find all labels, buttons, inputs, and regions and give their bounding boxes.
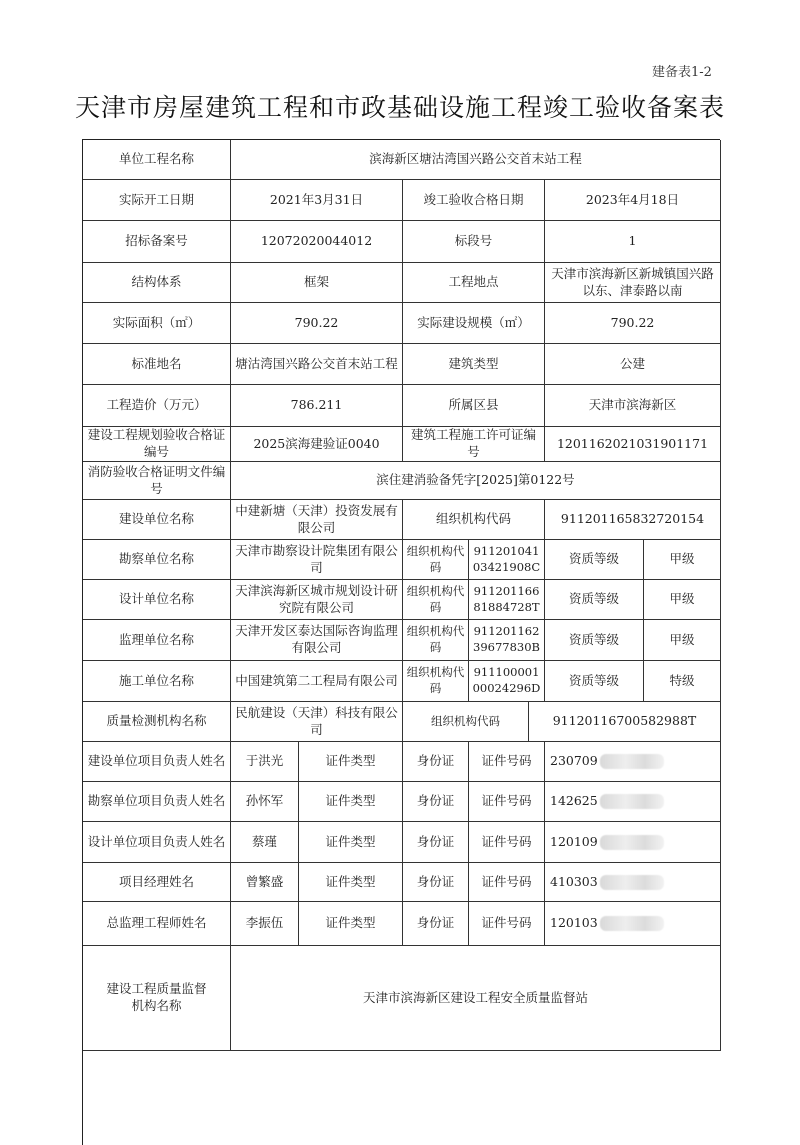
person-name: 于洪光 [231, 742, 299, 782]
person-label: 总监理工程师姓名 [83, 902, 231, 946]
district-value: 天津市滨海新区 [545, 385, 721, 427]
section-number-value: 1 [545, 221, 721, 263]
builder-value: 中建新塘（天津）投资发展有限公司 [231, 500, 403, 540]
person-label: 勘察单位项目负责人姓名 [83, 782, 231, 822]
project-name-label: 单位工程名称 [83, 140, 231, 180]
section-number-label: 标段号 [403, 221, 545, 263]
id-type-label: 证件类型 [299, 782, 403, 822]
id-number-label: 证件号码 [469, 902, 545, 946]
id-number-label: 证件号码 [469, 782, 545, 822]
unit-label: 勘察单位名称 [83, 540, 231, 580]
person-label: 建设单位项目负责人姓名 [83, 742, 231, 782]
unit-qual-value: 特级 [644, 661, 721, 702]
unit-org-value: 91110000100024296D [469, 661, 545, 702]
document-title: 天津市房屋建筑工程和市政基础设施工程竣工验收备案表 [74, 93, 725, 122]
planning-cert-label: 建设工程规划验收合格证编号 [83, 427, 231, 462]
district-label: 所属区县 [403, 385, 545, 427]
redaction-mask [600, 754, 664, 769]
builder-label: 建设单位名称 [83, 500, 231, 540]
unit-value: 天津滨海新区城市规划设计研究院有限公司 [231, 580, 403, 620]
location-value: 天津市滨海新区新城镇国兴路以东、津泰路以南 [545, 263, 721, 303]
supervision-label: 建设工程质量监督机构名称 [83, 946, 231, 1051]
place-name-value: 塘沽湾国兴路公交首末站工程 [231, 344, 403, 385]
start-date-value: 2021年3月31日 [231, 180, 403, 221]
id-type-label: 证件类型 [299, 902, 403, 946]
person-label: 项目经理姓名 [83, 863, 231, 902]
unit-org-label: 组织机构代码 [403, 620, 469, 661]
person-name: 孙怀军 [231, 782, 299, 822]
builder-org-label: 组织机构代码 [403, 500, 545, 540]
id-number-label: 证件号码 [469, 822, 545, 863]
id-number-prefix: 120103 [550, 915, 598, 931]
unit-label: 监理单位名称 [83, 620, 231, 661]
unit-label: 施工单位名称 [83, 661, 231, 702]
quality-label: 质量检测机构名称 [83, 702, 231, 742]
bid-number-value: 12072020044012 [231, 221, 403, 263]
redaction-mask [600, 794, 664, 809]
place-name-label: 标准地名 [83, 344, 231, 385]
id-number-value [545, 902, 721, 946]
person-name: 蔡瑾 [231, 822, 299, 863]
unit-org-value: 91120104103421908C [469, 540, 545, 580]
permit-label: 建筑工程施工许可证编号 [403, 427, 545, 462]
quality-org-value: 91120116700582988T [529, 702, 721, 742]
project-name-value: 滨海新区塘沽湾国兴路公交首末站工程 [231, 140, 721, 180]
unit-org-value: 91120116681884728T [469, 580, 545, 620]
unit-org-label: 组织机构代码 [403, 580, 469, 620]
fire-cert-value: 滨住建消验备凭字[2025]第0122号 [231, 462, 721, 500]
unit-qual-value: 甲级 [644, 540, 721, 580]
id-type-value: 身份证 [403, 822, 469, 863]
id-number-prefix: 142625 [550, 793, 598, 809]
person-name: 李振伍 [231, 902, 299, 946]
unit-org-label: 组织机构代码 [403, 661, 469, 702]
supervision-value: 天津市滨海新区建设工程安全质量监督站 [231, 946, 721, 1051]
permit-value: 1201162021031901171 [545, 427, 721, 462]
acceptance-date-value: 2023年4月18日 [545, 180, 721, 221]
id-number-prefix: 230709 [550, 753, 598, 769]
id-number-value [545, 742, 721, 782]
fire-cert-label: 消防验收合格证明文件编号 [83, 462, 231, 500]
unit-value: 天津市勘察设计院集团有限公司 [231, 540, 403, 580]
unit-qual-label: 资质等级 [545, 540, 644, 580]
unit-qual-label: 资质等级 [545, 620, 644, 661]
id-type-value: 身份证 [403, 742, 469, 782]
id-type-label: 证件类型 [299, 742, 403, 782]
unit-value: 天津开发区泰达国际咨询监理有限公司 [231, 620, 403, 661]
area-value: 790.22 [231, 303, 403, 344]
redaction-mask [600, 835, 664, 850]
person-name: 曾繁盛 [231, 863, 299, 902]
planning-cert-value: 2025滨海建验证0040 [231, 427, 403, 462]
id-number-value [545, 782, 721, 822]
unit-org-label: 组织机构代码 [403, 540, 469, 580]
structure-value: 框架 [231, 263, 403, 303]
location-label: 工程地点 [403, 263, 545, 303]
building-type-value: 公建 [545, 344, 721, 385]
id-number-prefix: 410303 [550, 873, 598, 889]
id-type-label: 证件类型 [299, 822, 403, 863]
id-number-value [545, 863, 721, 902]
structure-label: 结构体系 [83, 263, 231, 303]
start-date-label: 实际开工日期 [83, 180, 231, 221]
bid-number-label: 招标备案号 [83, 221, 231, 263]
id-type-label: 证件类型 [299, 863, 403, 902]
filing-table [82, 139, 720, 1145]
redaction-mask [600, 916, 664, 931]
unit-qual-label: 资质等级 [545, 661, 644, 702]
unit-org-value: 91120116239677830B [469, 620, 545, 661]
id-number-label: 证件号码 [469, 863, 545, 902]
unit-qual-value: 甲级 [644, 620, 721, 661]
unit-value: 中国建筑第二工程局有限公司 [231, 661, 403, 702]
quality-value: 民航建设（天津）科技有限公司 [231, 702, 403, 742]
form-number: 建备表1-2 [652, 65, 712, 80]
unit-qual-label: 资质等级 [545, 580, 644, 620]
scale-value: 790.22 [545, 303, 721, 344]
scale-label: 实际建设规模（㎡） [403, 303, 545, 344]
acceptance-date-label: 竣工验收合格日期 [403, 180, 545, 221]
cost-label: 工程造价（万元） [83, 385, 231, 427]
cost-value: 786.211 [231, 385, 403, 427]
id-type-value: 身份证 [403, 863, 469, 902]
building-type-label: 建筑类型 [403, 344, 545, 385]
quality-org-label: 组织机构代码 [403, 702, 529, 742]
area-label: 实际面积（㎡） [83, 303, 231, 344]
person-label: 设计单位项目负责人姓名 [83, 822, 231, 863]
id-type-value: 身份证 [403, 782, 469, 822]
id-number-value [545, 822, 721, 863]
id-number-label: 证件号码 [469, 742, 545, 782]
id-type-value: 身份证 [403, 902, 469, 946]
id-number-prefix: 120109 [550, 833, 598, 849]
builder-org-value: 911201165832720154 [545, 500, 721, 540]
unit-label: 设计单位名称 [83, 580, 231, 620]
redaction-mask [600, 875, 664, 890]
unit-qual-value: 甲级 [644, 580, 721, 620]
